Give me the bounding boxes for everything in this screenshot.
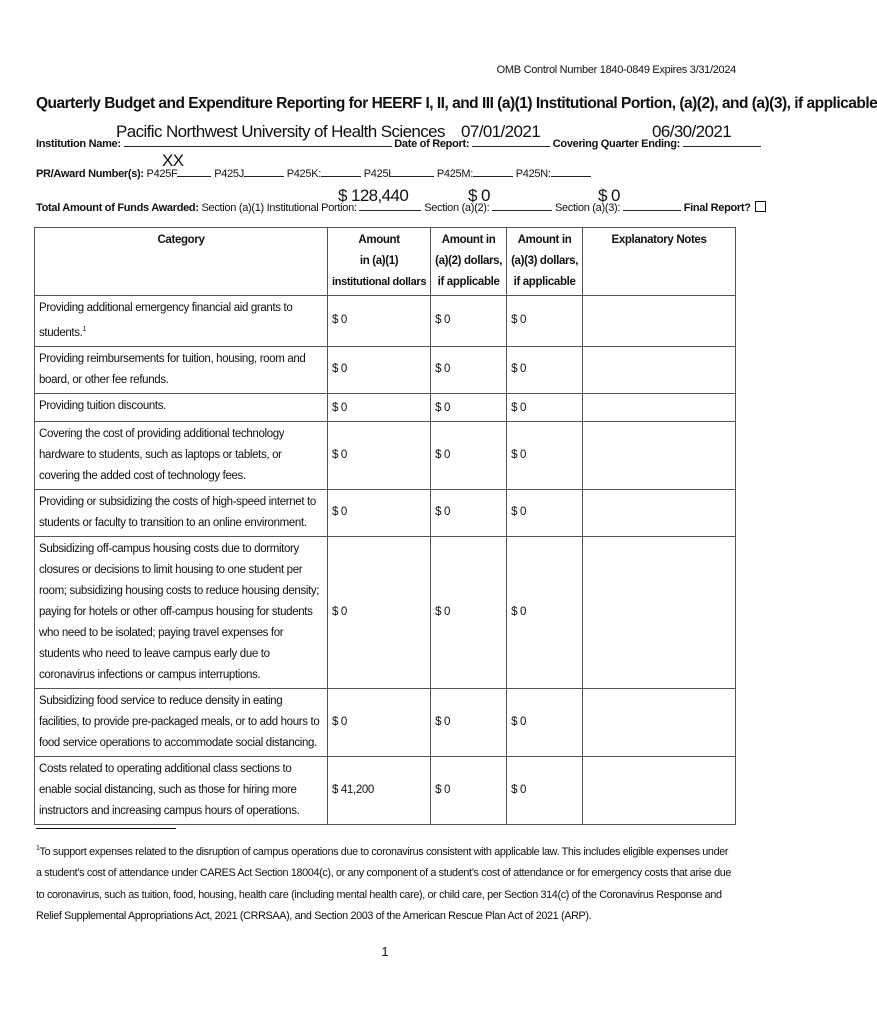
a3-total-field[interactable]: $ 0 bbox=[598, 186, 620, 205]
a3-amount-value: $ 0 bbox=[511, 783, 527, 796]
a3-blank[interactable] bbox=[623, 200, 681, 211]
a1-amount-cell[interactable] bbox=[328, 296, 431, 347]
table-row bbox=[35, 421, 736, 489]
a3-amount-cell[interactable] bbox=[507, 489, 583, 536]
a2-amount-value: $ 0 bbox=[435, 314, 451, 327]
a2-amount-value: $ 0 bbox=[435, 363, 451, 376]
a3-amount-cell[interactable] bbox=[507, 421, 583, 489]
a3-amount-cell[interactable] bbox=[507, 393, 583, 421]
category-cell bbox=[35, 393, 328, 421]
p425l-blank[interactable] bbox=[394, 166, 434, 177]
header-category: Category bbox=[35, 228, 328, 296]
institution-label: Institution Name: bbox=[36, 138, 121, 150]
notes-cell[interactable] bbox=[583, 489, 736, 536]
a2-amount-cell[interactable] bbox=[431, 536, 507, 688]
a2-amount-value: $ 0 bbox=[435, 783, 451, 796]
a1-amount-value: $ 0 bbox=[332, 448, 347, 461]
a1-amount-value: $ 0 bbox=[332, 314, 347, 327]
a3-amount-value: $ 0 bbox=[511, 715, 527, 728]
category-text: Covering the cost of providing additional technology hardware to students, such as laptops or tablets, or covering the added cost of technology fees. bbox=[39, 427, 285, 482]
a1-amount-value: $ 0 bbox=[332, 363, 347, 376]
omb-control-number: OMB Control Number 1840-0849 Expires 3/31/2024 bbox=[496, 64, 736, 76]
header-a1 bbox=[328, 228, 431, 296]
header-a1-line: Amount bbox=[358, 234, 400, 246]
a2-label: Section (a)(2): bbox=[424, 202, 490, 214]
category-cell bbox=[35, 346, 328, 393]
a3-amount-cell[interactable] bbox=[507, 688, 583, 756]
p425k-label: P425K: bbox=[286, 168, 321, 180]
category-cell bbox=[35, 536, 328, 688]
a3-amount-cell[interactable] bbox=[507, 296, 583, 347]
a3-label: Section (a)(3): bbox=[554, 202, 621, 214]
a1-amount-cell[interactable] bbox=[328, 536, 431, 688]
budget-table bbox=[34, 227, 736, 825]
footnote-marker: 1 bbox=[36, 845, 40, 852]
a1-amount-value: $ 0 bbox=[332, 506, 347, 519]
a2-total-field[interactable]: $ 0 bbox=[468, 186, 490, 205]
notes-cell[interactable] bbox=[583, 296, 736, 347]
category-text: Subsidizing food service to reduce density in eating facilities, to provide pre-packaged meals, or to add hours to food service operations to accommodate social distancing. bbox=[39, 694, 320, 749]
award-line bbox=[36, 166, 591, 180]
page-title: Quarterly Budget and Expenditure Reporting for HEERF I, II, and III (a)(1) Institutional Portion, (a)(2), and (a)(3), if applicable bbox=[36, 95, 877, 112]
date-label: Date of Report: bbox=[394, 138, 470, 150]
a3-amount-cell[interactable] bbox=[507, 536, 583, 688]
a3-amount-value: $ 0 bbox=[511, 448, 527, 461]
a3-amount-cell[interactable] bbox=[507, 756, 583, 824]
category-cell bbox=[35, 756, 328, 824]
a2-amount-value: $ 0 bbox=[435, 605, 451, 618]
header-a1-line: in (a)(1) bbox=[359, 255, 399, 267]
header-a2-line: if applicable bbox=[437, 276, 500, 288]
footnote-divider bbox=[36, 828, 176, 829]
category-text: Subsidizing off-campus housing costs due to dormitory closures or decisions to limit housing to one student per room; subsidizing housing costs to reduce housing density; paying for hotels or other off-campus housing for students who need to be isolated; paying travel expenses for students who need to leave campus early due to coronavirus infections or campus interruptions. bbox=[39, 542, 320, 681]
table-row bbox=[35, 296, 736, 347]
p425f-label: P425F bbox=[146, 168, 178, 180]
a2-amount-cell[interactable] bbox=[431, 421, 507, 489]
a1-amount-value: $ 41,200 bbox=[332, 783, 374, 796]
notes-cell[interactable] bbox=[583, 536, 736, 688]
header-a2-line: (a)(2) dollars, bbox=[435, 255, 503, 267]
award-label: PR/Award Number(s): bbox=[36, 168, 144, 180]
category-cell bbox=[35, 489, 328, 536]
table-row bbox=[35, 489, 736, 536]
category-text: Costs related to operating additional class sections to enable social distancing, such as those for hiring more instructors and increasing campus hours of operations. bbox=[39, 762, 300, 817]
header-notes: Explanatory Notes bbox=[583, 228, 736, 296]
p425m-blank[interactable] bbox=[473, 166, 513, 177]
category-cell bbox=[35, 296, 328, 347]
a1-label: Section (a)(1) Institutional Portion: bbox=[201, 202, 357, 214]
a2-blank[interactable] bbox=[492, 200, 552, 211]
notes-cell[interactable] bbox=[583, 393, 736, 421]
p425f-field[interactable]: XX bbox=[162, 151, 184, 170]
header-a3-line: if applicable bbox=[513, 276, 576, 288]
quarter-label: Covering Quarter Ending: bbox=[552, 138, 681, 150]
header-a3-line: Amount in bbox=[517, 234, 572, 246]
footnote-ref: 1 bbox=[82, 326, 87, 333]
date-of-report-field[interactable]: 07/01/2021 bbox=[461, 122, 541, 141]
notes-cell[interactable] bbox=[583, 346, 736, 393]
final-report-label: Final Report? bbox=[683, 202, 751, 214]
p425m-label: P425M: bbox=[436, 168, 473, 180]
category-text: Providing reimbursements for tuition, housing, room and board, or other fee refunds. bbox=[39, 352, 306, 386]
totals-label: Total Amount of Funds Awarded: bbox=[36, 202, 199, 214]
p425j-label: P425J bbox=[214, 168, 244, 180]
a3-amount-value: $ 0 bbox=[511, 506, 527, 519]
a2-amount-cell[interactable] bbox=[431, 393, 507, 421]
a2-amount-cell[interactable] bbox=[431, 346, 507, 393]
a2-amount-cell[interactable] bbox=[431, 489, 507, 536]
notes-cell[interactable] bbox=[583, 421, 736, 489]
a1-amount-cell[interactable] bbox=[328, 756, 431, 824]
category-cell bbox=[35, 421, 328, 489]
table-row bbox=[35, 756, 736, 824]
notes-cell[interactable] bbox=[583, 688, 736, 756]
table-row bbox=[35, 536, 736, 688]
a2-amount-cell[interactable] bbox=[431, 296, 507, 347]
institution-name-field[interactable]: Pacific Northwest University of Health Sciences bbox=[116, 122, 445, 141]
header-a3 bbox=[507, 228, 583, 296]
p425k-blank[interactable] bbox=[321, 166, 361, 177]
a1-amount-value: $ 0 bbox=[332, 401, 347, 414]
a3-amount-cell[interactable] bbox=[507, 346, 583, 393]
a1-amount-value: $ 0 bbox=[332, 715, 347, 728]
header-a1-line: institutional dollars bbox=[332, 276, 427, 288]
a1-amount-cell[interactable] bbox=[328, 346, 431, 393]
category-text: Providing additional emergency financial aid grants to students. bbox=[39, 302, 293, 339]
table-row bbox=[35, 346, 736, 393]
header-a2 bbox=[431, 228, 507, 296]
a2-amount-value: $ 0 bbox=[435, 401, 451, 414]
table-row bbox=[35, 393, 736, 421]
page-number: 1 bbox=[381, 944, 389, 959]
a1-amount-value: $ 0 bbox=[332, 605, 347, 618]
table-row bbox=[35, 688, 736, 756]
table-header-row bbox=[35, 228, 736, 296]
notes-cell[interactable] bbox=[583, 756, 736, 824]
category-cell bbox=[35, 688, 328, 756]
a3-amount-value: $ 0 bbox=[511, 401, 527, 414]
a1-amount-cell[interactable] bbox=[328, 393, 431, 421]
a2-amount-value: $ 0 bbox=[435, 506, 451, 519]
a2-amount-cell[interactable] bbox=[431, 688, 507, 756]
a1-total-field[interactable]: $ 128,440 bbox=[338, 186, 409, 205]
p425j-blank[interactable] bbox=[244, 166, 284, 177]
a3-amount-value: $ 0 bbox=[511, 363, 527, 376]
a2-amount-cell[interactable] bbox=[431, 756, 507, 824]
category-text: Providing tuition discounts. bbox=[39, 399, 166, 412]
footnote bbox=[36, 838, 736, 928]
quarter-ending-field[interactable]: 06/30/2021 bbox=[652, 122, 732, 141]
header-a2-line: Amount in bbox=[441, 234, 496, 246]
a1-amount-cell[interactable] bbox=[328, 489, 431, 536]
p425n-label: P425N: bbox=[515, 168, 551, 180]
a1-amount-cell[interactable] bbox=[328, 421, 431, 489]
header-a3-line: (a)(3) dollars, bbox=[511, 255, 579, 267]
final-report-checkbox[interactable] bbox=[755, 201, 766, 212]
category-text: Providing or subsidizing the costs of high-speed internet to students or faculty to transition to an online environment. bbox=[39, 495, 316, 529]
a3-amount-value: $ 0 bbox=[511, 314, 527, 327]
p425n-blank[interactable] bbox=[551, 166, 591, 177]
footnote-text: To support expenses related to the disruption of campus operations due to coronavirus consistent with applicable law. This includes eligible expenses under a student’s cost of attendance under CARES Act Section 18004(c), or any component of a student’s cost of attendance or for emergency costs that arise due to coronavirus, such as tuition, food, housing, health care (including mental health care), or child care, per Section 314(c) of the Coronavirus Response and Relief Supplemental Appropriations Act, 2021 (CRRSAA), and Section 2003 of the American Rescue Plan Act of 2021 (ARP). bbox=[36, 845, 732, 923]
a3-amount-value: $ 0 bbox=[511, 605, 527, 618]
p425l-label: P425L bbox=[363, 168, 395, 180]
a2-amount-value: $ 0 bbox=[435, 715, 451, 728]
a2-amount-value: $ 0 bbox=[435, 448, 451, 461]
a1-amount-cell[interactable] bbox=[328, 688, 431, 756]
